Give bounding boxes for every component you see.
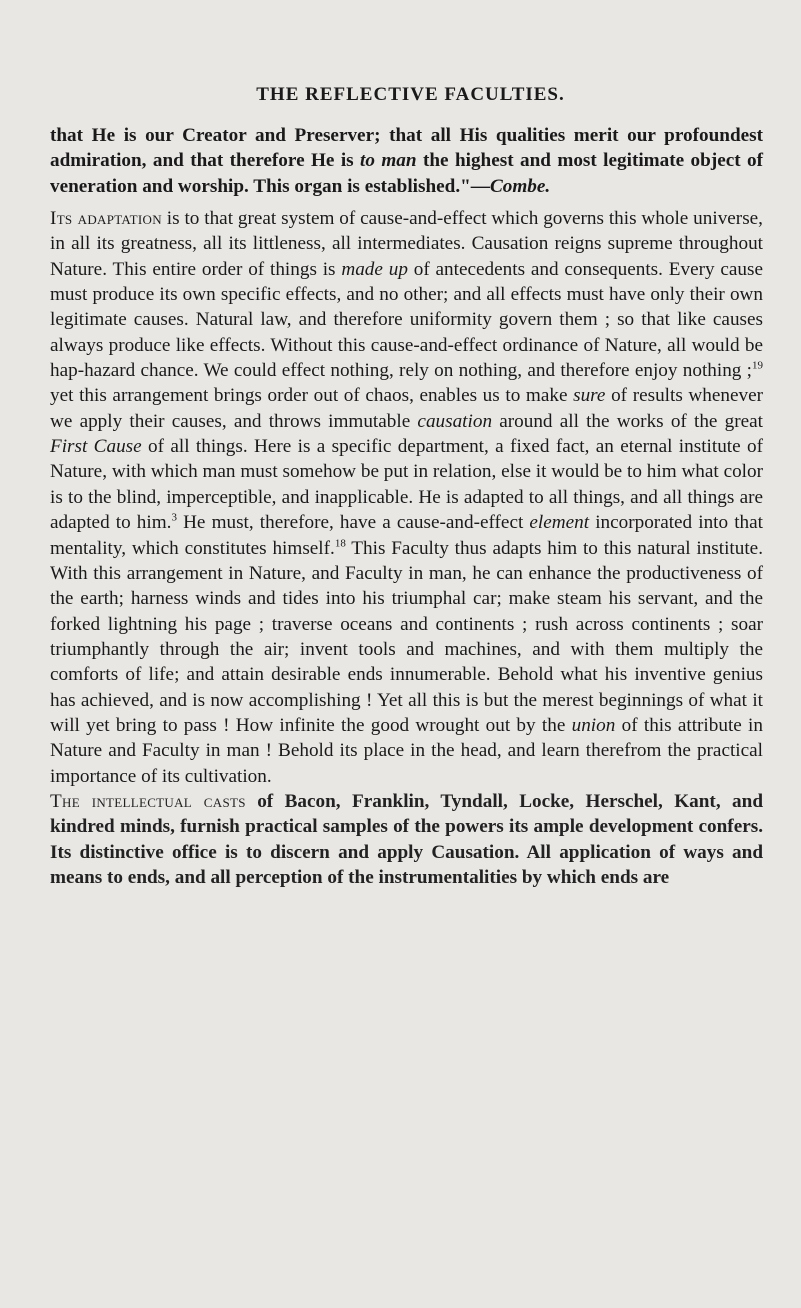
running-head: THE REFLECTIVE FACULTIES. <box>256 84 565 105</box>
footnote-ref-3: 3 <box>171 511 177 524</box>
adaptation-text-3: yet this arrangement brings order out of chaos, enables us to make <box>50 385 574 407</box>
emphasis-made-up: made up <box>341 258 408 280</box>
adaptation-text-9: This Faculty thus adapts him to this natural institute. With this arrangement in Nature, and Faculty in man, he can enhance the productiveness of the earth; harness winds and tides into his triumphal car; make steam his servant, and the forked lightning his page ; traverse oceans and continents ; rush across continents ; soar triumphantly through the air; invent tools and machines, and with them multiply the comforts of life; and attain desirable ends innumerable. Behold what his inventive genius has achieved, and is now accomplishing ! Yet all this is but the merest beginnings of what it will yet bring to pass ! How infinite the good wrought out by the <box>50 537 763 736</box>
quote-text-1: that He is our Creator and Preserver; that all His qualities merit our profoundest admiration, and that therefore He is <box>50 125 763 172</box>
adaptation-text-4: of results whenever we apply their causes, and throws immutable <box>50 385 763 432</box>
adaptation-lead: Its adaptation <box>50 208 162 230</box>
emphasis-union: union <box>571 714 616 736</box>
casts-paragraph <box>50 789 763 890</box>
casts-text-1: of Bacon, Franklin, Tyndall, Locke, Herschel, Kant, and kindred minds, furnish practical samples of the powers its ample development confers. Its distinctive office is to discern and apply Causation. All application of ways and means to ends, and all perception of the instrumentalities by which ends are <box>50 790 763 888</box>
quote-emphasis-to-man: to man <box>360 150 417 172</box>
footnote-ref-18: 18 <box>334 537 346 550</box>
adaptation-text-10: of this attribute in Nature and Faculty in man ! Behold its place in the head, and learn therefrom the practical importance of its cultivation. <box>50 714 763 787</box>
casts-lead: The intellectual casts <box>50 790 246 812</box>
adaptation-text-6: of all things. Here is a specific department, a fixed fact, an eternal institute of Nature, with which man must somehow be put in relation, else it would be to him what color is to the blind, imperceptible, and inapplicable. He is adapted to all things, and all things are adapted to him. <box>50 436 763 534</box>
emphasis-first-cause: First Cause <box>50 436 142 458</box>
adaptation-text-2: of antecedents and consequents. Every cause must produce its own specific effects, and no other; and all effects must have only their own legitimate causes. Natural law, and therefore uniformity govern them ; so that like causes always produce like effects. Without this cause-and-effect ordinance of Nature, all would be hap-hazard chance. We could effect nothing, rely on nothing, and therefore enjoy nothing ; <box>50 258 764 382</box>
adaptation-text-8: incorporated into that mentality, which constitutes himself. <box>50 512 763 559</box>
emphasis-element: element <box>529 512 590 534</box>
adaptation-text-5: around all the works of the great <box>492 410 763 432</box>
adaptation-text-7: He must, therefore, have a cause-and-effect <box>176 512 530 534</box>
adaptation-text-1: is to that great system of cause-and-effect which governs this whole universe, in all its greatness, all its littleness, all intermediates. Causation reigns supreme throughout Nature. This entire order of things is <box>50 208 763 280</box>
quote-author: Combe. <box>489 175 551 197</box>
quote-paragraph <box>50 123 763 199</box>
emphasis-sure: sure <box>573 385 606 407</box>
emphasis-causation: causation <box>417 410 493 432</box>
footnote-ref-19: 19 <box>752 359 763 372</box>
quote-text-2: the highest and most legitimate object of veneration and worship. This organ is established."— <box>50 150 764 197</box>
adaptation-paragraph <box>50 206 763 789</box>
